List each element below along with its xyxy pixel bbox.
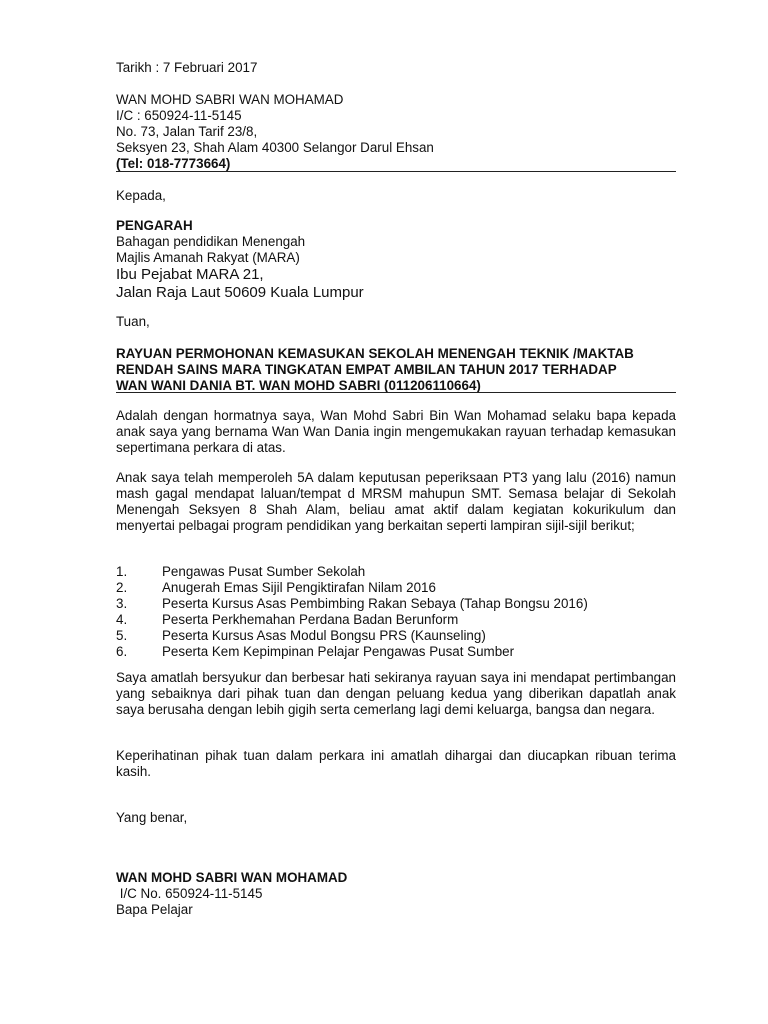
list-item-text: Anugerah Emas Sijil Pengiktirafan Nilam 2016: [162, 580, 436, 595]
list-item: [116, 580, 588, 596]
letter-subject: [116, 346, 676, 394]
recipient-line2: Majlis Amanah Rakyat (MARA): [116, 250, 300, 265]
recipient-line4: Jalan Raja Laut 50609 Kuala Lumpur: [116, 284, 364, 301]
salutation: Tuan,: [116, 314, 150, 329]
sender-block: [116, 92, 434, 172]
list-item-number: 5.: [116, 628, 128, 643]
recipient-title: PENGARAH: [116, 218, 193, 233]
to-label: Kepada,: [116, 188, 166, 203]
list-item-text: Pengawas Pusat Sumber Sekolah: [162, 564, 366, 579]
signature-role: Bapa Pelajar: [116, 902, 193, 917]
paragraph-intro: Adalah dengan hormatnya saya, Wan Mohd Sabri Bin Wan Mohamad selaku bapa kepada anak saya yang bernama Wan Wan Dania ingin mengemukakan rayuan terhadap kemasukan sepertimana perkara di atas.: [116, 408, 676, 455]
list-item-number: 6.: [116, 644, 128, 659]
subject-line3: WAN WANI DANIA BT. WAN MOHD SABRI (011206110664): [116, 378, 481, 393]
subject-divider: [116, 392, 676, 393]
paragraph-thanks: Keperihatinan pihak tuan dalam perkara ini amatlah dihargai dan diucapkan ribuan terima kasih.: [116, 748, 676, 779]
sender-address-line1: No. 73, Jalan Tarif 23/8,: [116, 124, 258, 139]
list-item-text: Peserta Kursus Asas Pembimbing Rakan Sebaya (Tahap Bongsu 2016): [162, 596, 588, 611]
list-item-text: Peserta Perkhemahan Perdana Badan Berunform: [162, 612, 459, 627]
sender-name: WAN MOHD SABRI WAN MOHAMAD: [116, 92, 344, 107]
recipient-line1: Bahagan pendidikan Menengah: [116, 234, 306, 249]
recipient-block: [116, 218, 364, 302]
letter-date: Tarikh : 7 Februari 2017: [116, 60, 258, 75]
subject-line1: RAYUAN PERMOHONAN KEMASUKAN SEKOLAH MENENGAH TEKNIK /MAKTAB: [116, 346, 634, 361]
header-divider: [116, 171, 676, 172]
list-item: [116, 564, 588, 580]
list-item: [116, 596, 588, 612]
list-item-text: Peserta Kursus Asas Modul Bongsu PRS (Kaunseling): [162, 628, 486, 643]
sender-address-line2: Seksyen 23, Shah Alam 40300 Selangor Darul Ehsan: [116, 140, 434, 155]
list-item-number: 1.: [116, 564, 128, 579]
list-item-number: 3.: [116, 596, 128, 611]
paragraph-hope: Saya amatlah bersyukur dan berbesar hati sekiranya rayuan saya ini mendapat pertimbangan yang sebaiknya dari pihak tuan dan dengan peluang kedua yang diberikan dapatlah anak saya berusaha dengan lebih gigih serta cemerlang lagi demi keluarga, bangsa dan negara.: [116, 670, 676, 717]
paragraph-background: Anak saya telah memperoleh 5A dalam keputusan peperiksaan PT3 yang lalu (2016) namun mash gagal mendapat laluan/tempat d MRSM mahupun SMT. Semasa belajar di Sekolah Menengah Seksyen 8 Shah Alam, beliau amat aktif dalam kegiatan kokurikulum dan menyertai pelbagai program pendidikan yang berkaitan seperti lampiran sijil-sijil berikut;: [116, 470, 676, 533]
list-item: [116, 628, 588, 644]
list-item: [116, 612, 588, 628]
list-item: [116, 644, 588, 660]
sender-ic: I/C : 650924-11-5145: [116, 108, 242, 123]
achievements-list: [116, 564, 588, 660]
signature-ic: I/C No. 650924-11-5145: [116, 886, 263, 901]
list-item-text: Peserta Kem Kepimpinan Pelajar Pengawas Pusat Sumber: [162, 644, 515, 659]
list-item-number: 2.: [116, 580, 128, 595]
recipient-line3: Ibu Pejabat MARA 21,: [116, 266, 264, 283]
signature-name: WAN MOHD SABRI WAN MOHAMAD: [116, 870, 348, 885]
subject-line2: RENDAH SAINS MARA TINGKATAN EMPAT AMBILAN TAHUN 2017 TERHADAP: [116, 362, 617, 377]
closing: Yang benar,: [116, 810, 188, 825]
sender-telephone: (Tel: 018-7773664): [116, 156, 231, 171]
signature-block: [116, 870, 347, 918]
list-item-number: 4.: [116, 612, 128, 627]
